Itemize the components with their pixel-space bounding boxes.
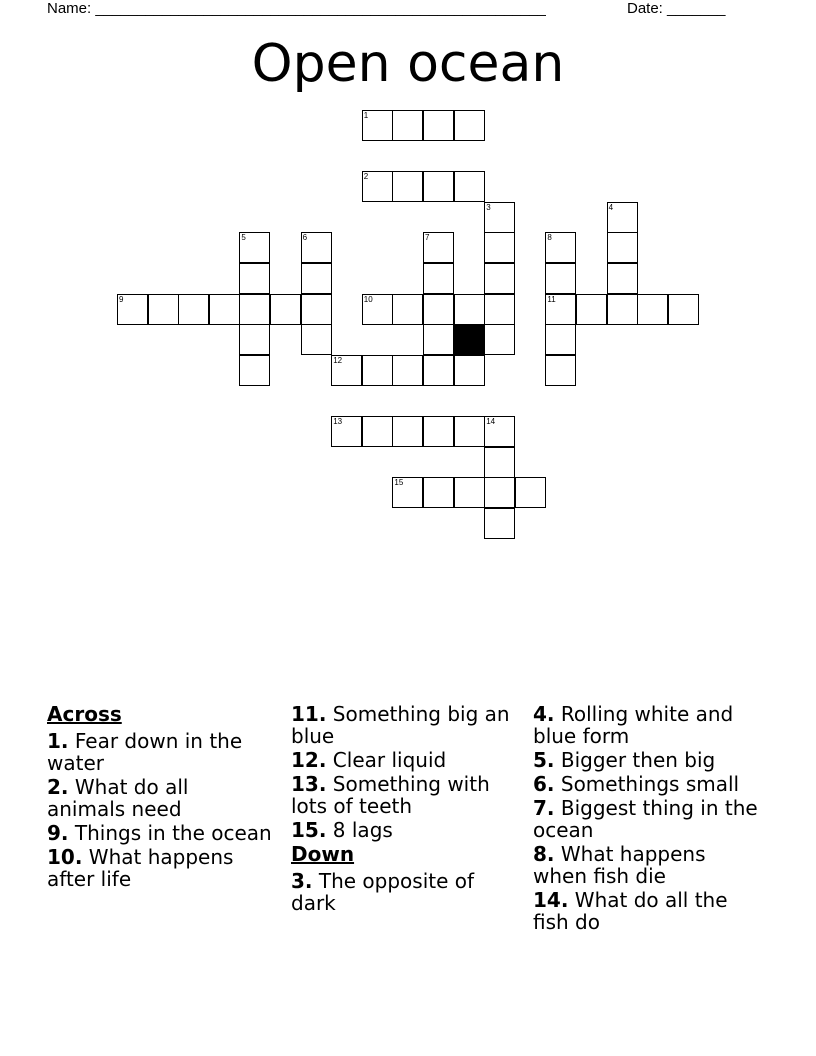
clue-down-4 bbox=[533, 703, 758, 747]
clue-number: 6. bbox=[533, 772, 555, 796]
grid-cell[interactable] bbox=[454, 171, 485, 202]
cell-number: 4 bbox=[608, 202, 614, 212]
grid-cell[interactable] bbox=[301, 294, 332, 325]
clue-text: What do all the fish do bbox=[533, 888, 728, 934]
cell-number: 1 bbox=[363, 111, 369, 120]
clue-across-1 bbox=[47, 730, 272, 774]
clue-down-7 bbox=[533, 797, 758, 841]
grid-cell[interactable] bbox=[545, 232, 576, 263]
clue-down-6 bbox=[533, 773, 758, 795]
grid-cell[interactable] bbox=[301, 263, 332, 294]
cell-number: 14 bbox=[486, 417, 496, 426]
cell-number: 13 bbox=[333, 417, 343, 426]
black-cell bbox=[454, 324, 485, 355]
clue-across-15 bbox=[291, 819, 516, 841]
grid-cell[interactable] bbox=[607, 263, 638, 294]
clue-number: 1. bbox=[47, 729, 69, 753]
clue-number: 9. bbox=[47, 821, 69, 845]
clue-list bbox=[47, 703, 777, 1043]
cell-number: 15 bbox=[394, 478, 404, 488]
clue-text: Bigger then big bbox=[560, 748, 716, 772]
clue-text: Clear liquid bbox=[332, 748, 447, 772]
grid-cell[interactable] bbox=[392, 355, 423, 386]
clue-text: Something with lots of teeth bbox=[291, 772, 490, 818]
clue-text: What happens when fish die bbox=[533, 842, 706, 888]
clue-column-1 bbox=[47, 703, 272, 892]
grid-cell[interactable] bbox=[239, 294, 270, 325]
date-blank[interactable]: _______ bbox=[667, 0, 726, 17]
grid-cell[interactable] bbox=[239, 324, 270, 355]
clue-text: 8 lags bbox=[332, 818, 393, 842]
grid-cell[interactable] bbox=[454, 477, 485, 508]
date-label: Date: bbox=[627, 0, 663, 17]
cell-number: 9 bbox=[119, 294, 124, 304]
clue-number: 15. bbox=[291, 818, 327, 842]
grid-cell[interactable] bbox=[423, 171, 454, 202]
clue-down-5 bbox=[533, 749, 758, 771]
grid-cell[interactable] bbox=[423, 294, 454, 325]
grid-cell[interactable] bbox=[270, 294, 301, 325]
grid-cell[interactable] bbox=[545, 324, 576, 355]
grid-cell[interactable] bbox=[117, 294, 148, 325]
grid-cell[interactable] bbox=[545, 294, 576, 325]
page-title: Open ocean bbox=[251, 34, 565, 94]
clue-number: 2. bbox=[47, 775, 69, 799]
clue-text: Rolling white and blue form bbox=[533, 702, 734, 748]
grid-cell[interactable] bbox=[454, 416, 485, 447]
grid-cell[interactable] bbox=[454, 110, 485, 141]
grid-cell[interactable] bbox=[392, 110, 423, 141]
grid-cell[interactable] bbox=[362, 110, 393, 141]
clue-number: 5. bbox=[533, 748, 555, 772]
clue-column-2 bbox=[291, 703, 516, 916]
grid-cell[interactable] bbox=[239, 232, 270, 263]
across-heading: Across bbox=[47, 702, 122, 726]
clue-number: 14. bbox=[533, 888, 569, 912]
clue-number: 7. bbox=[533, 796, 555, 820]
grid-cell[interactable] bbox=[484, 324, 515, 355]
grid-cell[interactable] bbox=[178, 294, 209, 325]
clue-across-11 bbox=[291, 703, 516, 747]
grid-cell[interactable] bbox=[392, 294, 423, 325]
clue-down-8 bbox=[533, 843, 758, 887]
grid-cell[interactable] bbox=[545, 263, 576, 294]
cell-number: 10 bbox=[363, 294, 373, 304]
cell-number: 6 bbox=[302, 233, 308, 243]
clue-number: 10. bbox=[47, 845, 83, 869]
clue-text: Biggest thing in the ocean bbox=[533, 796, 758, 842]
grid-cell[interactable] bbox=[484, 508, 515, 539]
clue-text: What happens after life bbox=[47, 845, 234, 891]
grid-cell[interactable] bbox=[484, 416, 515, 447]
grid-cell[interactable] bbox=[668, 294, 699, 325]
grid-cell[interactable] bbox=[392, 416, 423, 447]
cell-number: 7 bbox=[425, 233, 430, 243]
grid-cell[interactable] bbox=[484, 447, 515, 478]
grid-cell[interactable] bbox=[454, 294, 485, 325]
grid-cell[interactable] bbox=[423, 477, 454, 508]
grid-cell[interactable] bbox=[484, 477, 515, 508]
clue-number: 13. bbox=[291, 772, 327, 796]
grid-cell[interactable] bbox=[362, 416, 393, 447]
clue-across-13 bbox=[291, 773, 516, 817]
clue-number: 11. bbox=[291, 702, 327, 726]
grid-cell[interactable] bbox=[362, 171, 393, 202]
grid-cell[interactable] bbox=[362, 355, 393, 386]
grid-cell[interactable] bbox=[392, 171, 423, 202]
grid-cell[interactable] bbox=[637, 294, 668, 325]
clue-across-9 bbox=[47, 822, 272, 844]
grid-cell[interactable] bbox=[362, 294, 393, 325]
clue-down-3 bbox=[291, 870, 516, 914]
grid-cell[interactable] bbox=[576, 294, 607, 325]
clue-number: 8. bbox=[533, 842, 555, 866]
grid-cell[interactable] bbox=[484, 232, 515, 263]
clue-text: Something big an blue bbox=[291, 702, 510, 748]
grid-cell[interactable] bbox=[423, 110, 454, 141]
cell-number: 11 bbox=[547, 294, 556, 304]
cell-number: 5 bbox=[241, 233, 246, 243]
grid-cell[interactable] bbox=[239, 263, 270, 294]
clue-number: 4. bbox=[533, 702, 555, 726]
grid-cell[interactable] bbox=[392, 477, 423, 508]
name-blank[interactable]: ______________________________________________________ bbox=[95, 0, 546, 17]
cell-number: 2 bbox=[363, 172, 369, 182]
grid-cell[interactable] bbox=[423, 232, 454, 263]
clue-text: Fear down in the water bbox=[47, 729, 243, 775]
grid-cell[interactable] bbox=[607, 232, 638, 263]
down-heading: Down bbox=[291, 842, 355, 866]
clue-text: Things in the ocean bbox=[74, 821, 272, 845]
grid-cell[interactable] bbox=[301, 232, 332, 263]
grid-cell[interactable] bbox=[607, 294, 638, 325]
grid-cell[interactable] bbox=[239, 355, 270, 386]
clue-text: Somethings small bbox=[560, 772, 740, 796]
clue-text: The opposite of dark bbox=[291, 869, 475, 915]
grid-cell[interactable] bbox=[423, 324, 454, 355]
grid-cell[interactable] bbox=[607, 202, 638, 233]
clue-across-10 bbox=[47, 846, 272, 890]
grid-cell[interactable] bbox=[209, 294, 240, 325]
cell-number: 12 bbox=[333, 355, 343, 365]
grid-cell[interactable] bbox=[515, 477, 546, 508]
name-label: Name: bbox=[47, 0, 92, 17]
grid-cell[interactable] bbox=[484, 202, 515, 233]
clue-number: 12. bbox=[291, 748, 327, 772]
clue-text: What do all animals need bbox=[47, 775, 189, 821]
grid-cell[interactable] bbox=[331, 355, 362, 386]
clue-across-12 bbox=[291, 749, 516, 771]
grid-cell[interactable] bbox=[423, 355, 454, 386]
grid-cell[interactable] bbox=[301, 324, 332, 355]
clue-number: 3. bbox=[291, 869, 313, 893]
grid-cell[interactable] bbox=[484, 294, 515, 325]
grid-cell[interactable] bbox=[423, 416, 454, 447]
clue-down-14 bbox=[533, 889, 758, 933]
cell-number: 3 bbox=[486, 202, 491, 212]
grid-cell[interactable] bbox=[148, 294, 179, 325]
grid-cell[interactable] bbox=[545, 355, 576, 386]
clue-across-2 bbox=[47, 776, 272, 820]
grid-cell[interactable] bbox=[484, 263, 515, 294]
clue-column-3 bbox=[533, 703, 758, 935]
grid-cell[interactable] bbox=[331, 416, 362, 447]
grid-cell[interactable] bbox=[423, 263, 454, 294]
grid-cell[interactable] bbox=[454, 355, 485, 386]
cell-number: 8 bbox=[547, 233, 552, 243]
